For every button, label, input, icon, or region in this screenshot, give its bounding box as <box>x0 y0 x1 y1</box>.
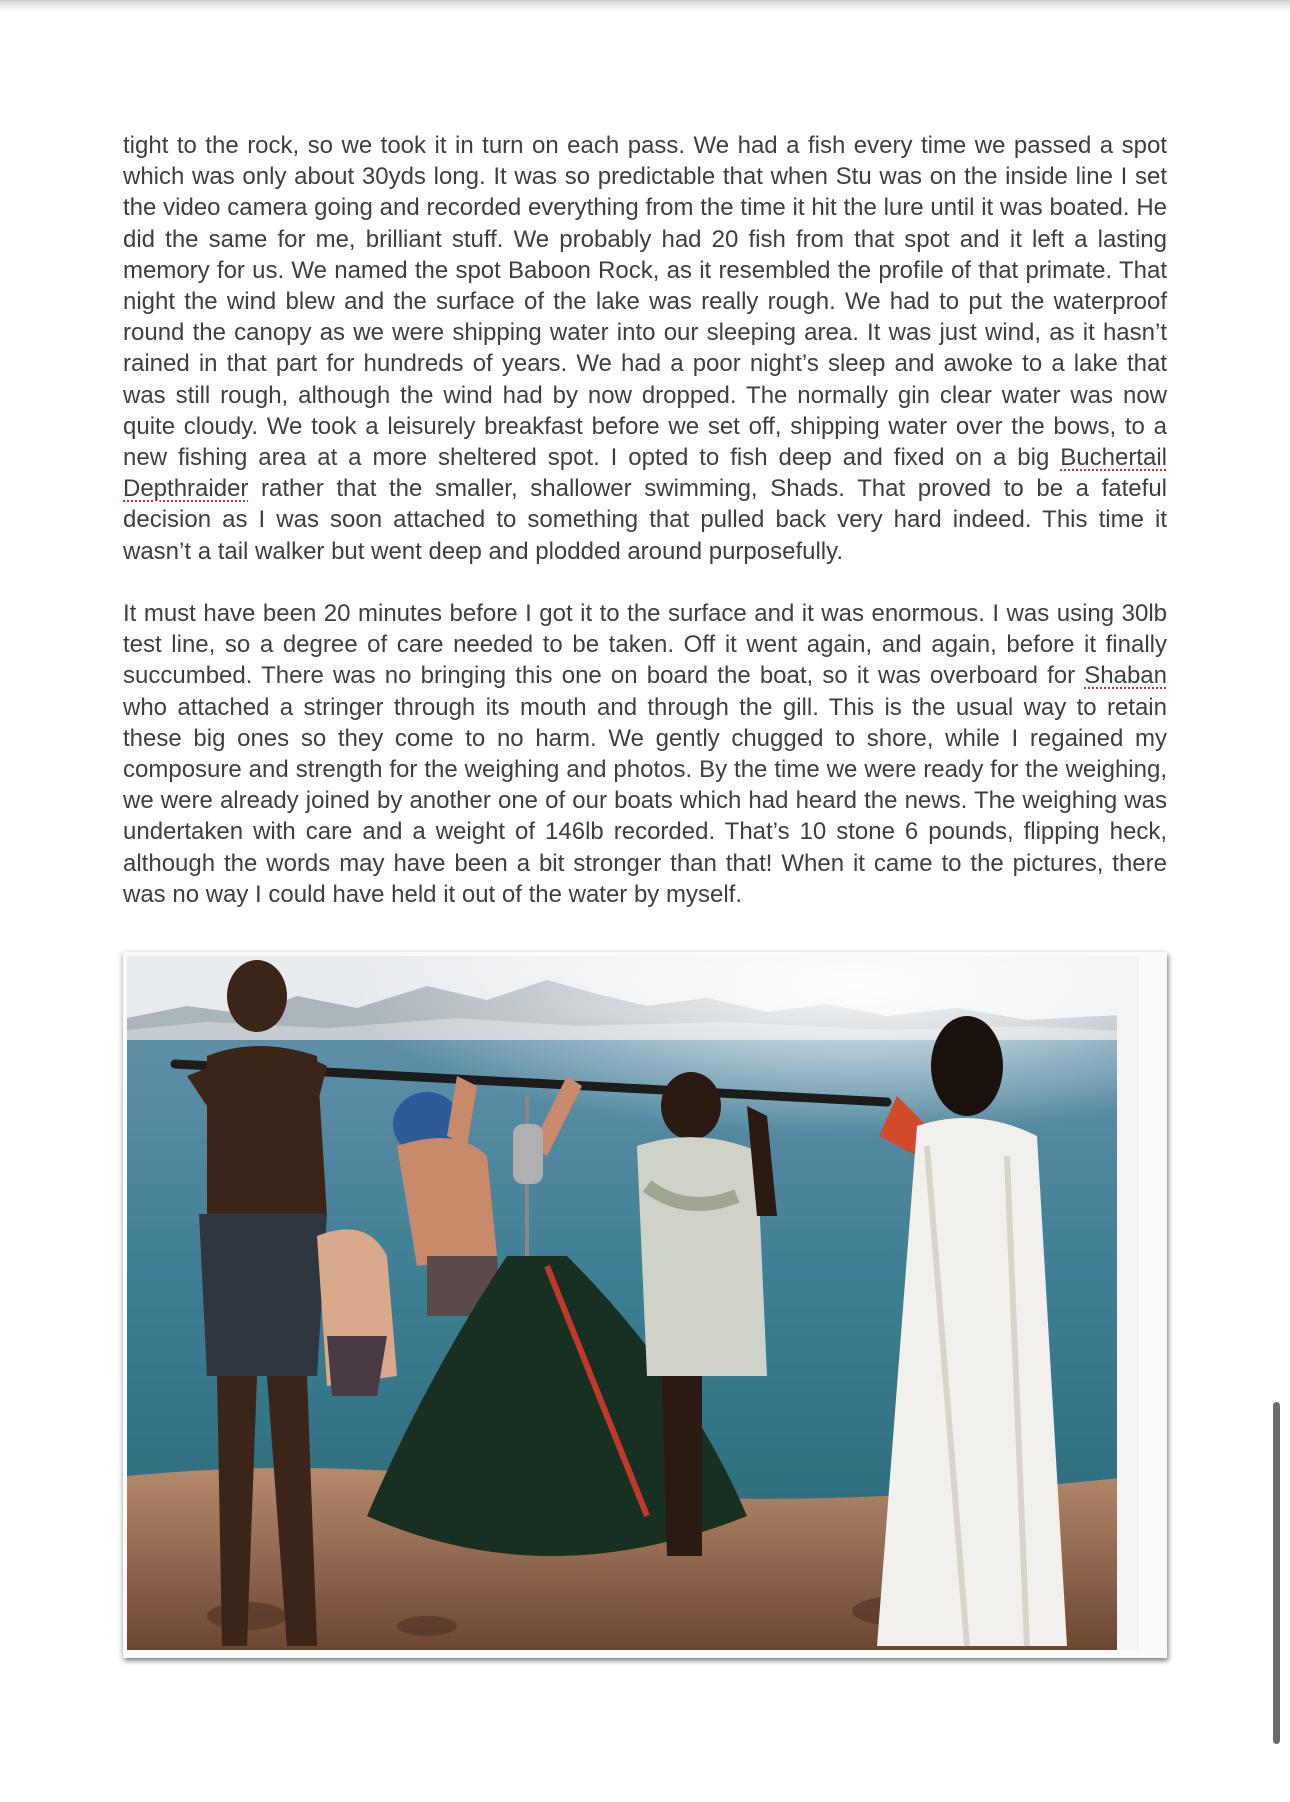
paragraph-text: It must have been 20 minutes before I got it to the surface and it was enormous. I was using 30lb test line, so a degree of care needed to be taken. Off it went again, and again, before it finally succumbed. There was no bringing this one on board the boat, so it was overboard for <box>123 600 1167 690</box>
spellcheck-flagged-word[interactable]: Buchertail <box>1060 444 1167 472</box>
document-page <box>0 10 1290 1802</box>
body-paragraph <box>123 598 1167 910</box>
fish-weighing-photo <box>127 956 1139 1650</box>
spellcheck-flagged-word[interactable]: Shaban <box>1084 662 1167 690</box>
paragraph-text: tight to the rock, so we took it in turn on each pass. We had a fish every time we passed a spot which was only about 30yds long. It was so predictable that when Stu was on the inside line I set the video camera going and recorded everything from the time it hit the lure until it was boated. He did the same for me, brilliant stuff. We probably had 20 fish from that spot and it left a lasting memory for us. We named the spot Baboon Rock, as it resembled the profile of that primate. That night the wind blew and the surface of the lake was really rough. We had to put the waterproof round the canopy as we were shipping water into our sleeping area. It was just wind, as it hasn’t rained in that part for hundreds of years. We had a poor night’s sleep and awoke to a lake that was still rough, although the wind had by now dropped. The normally gin clear water was now quite cloudy. We took a leisurely breakfast before we set off, shipping water over the bows, to a new fishing area at a more sheltered spot. I opted to fish deep and fixed on a big <box>123 132 1167 472</box>
photo-frame <box>123 952 1167 1658</box>
vertical-scrollbar-thumb[interactable] <box>1273 1402 1280 1744</box>
spellcheck-flagged-word[interactable]: Depthraider <box>123 475 249 503</box>
paragraph-text: rather that the smaller, shallower swimming, Shads. That proved to be a fateful decision as I was soon attached to something that pulled back very hard indeed. This time it wasn’t a tail walker but went deep and plodded around purposefully. <box>123 475 1167 565</box>
body-paragraph <box>123 130 1167 567</box>
paragraph-text: who attached a stringer through its mouth and through the gill. This is the usual way to retain these big ones so they come to no harm. We gently chugged to shore, while I regained my composure and strength for the weighing and photos. By the time we were ready for the weighing, we were already joined by another one of our boats which had heard the news. The weighing was undertaken with care and a weight of 146lb recorded. That’s 10 stone 6 pounds, flipping heck, although the words may have been a bit stronger than that! When it came to the pictures, there was no way I could have held it out of the water by myself. <box>123 693 1167 908</box>
photo-illustration <box>127 956 1139 1650</box>
